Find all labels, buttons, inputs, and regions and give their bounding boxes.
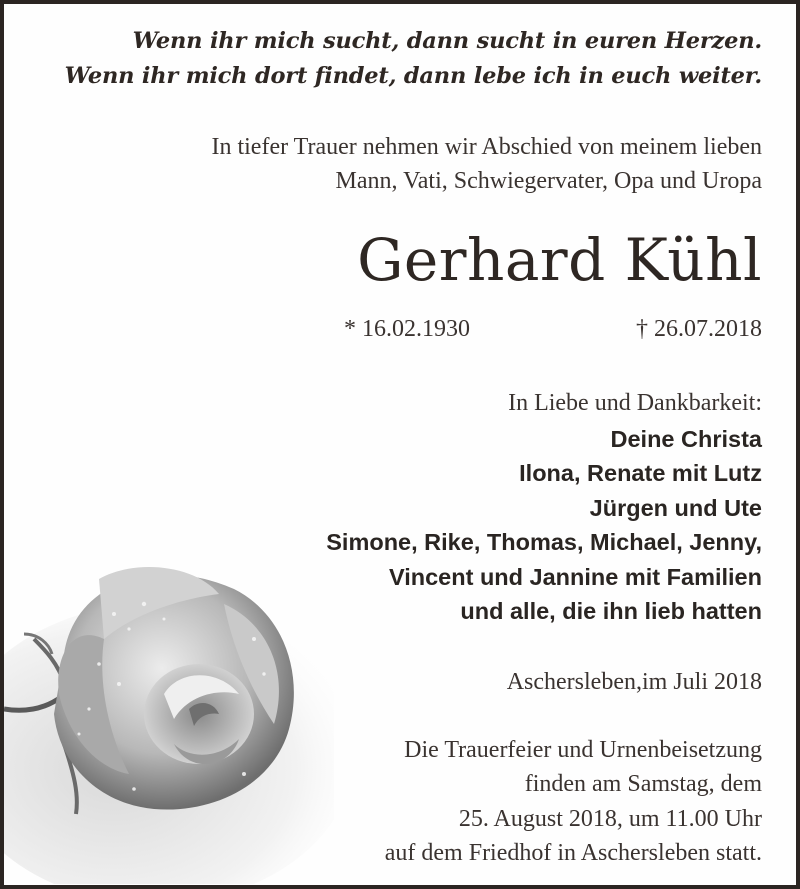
ceremony-line-2: finden am Samstag, dem — [524, 771, 762, 797]
mourner-line: Simone, Rike, Thomas, Michael, Jenny, — [326, 529, 762, 555]
intro-line-2: Mann, Vati, Schwiegervater, Opa und Uropa — [335, 168, 762, 194]
mourner-line: Ilona, Renate mit Lutz — [519, 460, 762, 486]
rose-photo-icon — [4, 544, 334, 884]
mourner-line: Jürgen und Ute — [589, 495, 762, 521]
motto-line-1: Wenn ihr mich sucht, dann sucht in euren Herzen. — [132, 28, 762, 54]
mourner-line: Vincent und Jannine mit Familien — [388, 564, 762, 590]
mourner-line: Deine Christa — [610, 426, 762, 452]
mourner-line: und alle, die ihn lieb hatten — [460, 598, 762, 624]
ceremony-line-1: Die Trauerfeier und Urnenbeisetzung — [404, 737, 762, 763]
birth-date: * 16.02.1930 — [344, 316, 470, 342]
ceremony-line-3: 25. August 2018, um 11.00 Uhr — [458, 806, 762, 832]
intro-line-1: In tiefer Trauer nehmen wir Abschied von meinem lieben — [211, 134, 762, 160]
ceremony-line-4: auf dem Friedhof in Aschersleben statt. — [384, 840, 762, 866]
motto-line-2: Wenn ihr mich dort findet, dann lebe ich in euch weiter. — [64, 63, 762, 89]
death-date: † 26.07.2018 — [636, 316, 762, 342]
deceased-name: Gerhard Kühl — [357, 226, 762, 294]
place-date: Aschersleben,im Juli 2018 — [506, 669, 762, 695]
mourners-heading: In Liebe und Dankbarkeit: — [508, 390, 762, 416]
